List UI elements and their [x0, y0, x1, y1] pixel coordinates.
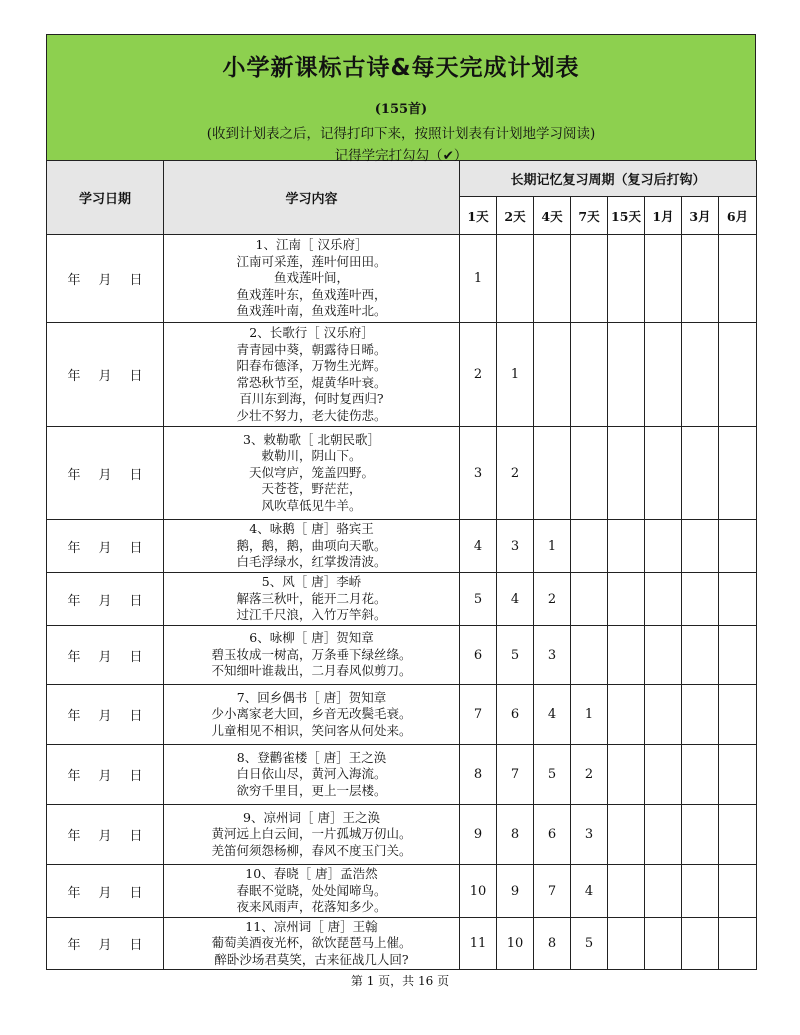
- review-check-cell[interactable]: 10: [460, 865, 497, 918]
- review-check-cell[interactable]: [608, 626, 645, 685]
- date-year-label: 年: [67, 593, 81, 609]
- poem-line: 春眠不觉晓，处处闻啼鸟。: [236, 882, 387, 898]
- review-check-cell[interactable]: 8: [534, 918, 571, 970]
- plan-sheet: [46, 34, 756, 970]
- review-check-cell[interactable]: [645, 745, 682, 805]
- poem-line: 阳春布德泽，万物生光辉。: [236, 358, 387, 373]
- date-cell[interactable]: [47, 323, 164, 427]
- review-check-cell[interactable]: 2: [571, 745, 608, 805]
- table-row: [47, 235, 757, 323]
- header-day: 1月: [645, 197, 682, 235]
- review-check-cell[interactable]: [682, 805, 719, 865]
- date-month-label: 月: [98, 369, 112, 384]
- review-check-cell[interactable]: [719, 235, 757, 323]
- poem-content: [164, 235, 460, 323]
- date-year-label: 年: [67, 467, 81, 483]
- header-review-cycle: 长期记忆复习周期（复习后打钩）: [460, 161, 757, 197]
- date-cell[interactable]: [47, 626, 164, 685]
- poem-line: 江南可采莲，莲叶何田田。: [236, 253, 387, 269]
- date-month-label: 月: [98, 540, 112, 556]
- review-check-cell[interactable]: [645, 520, 682, 573]
- review-check-cell[interactable]: [608, 685, 645, 745]
- date-cell[interactable]: [47, 520, 164, 573]
- review-check-cell[interactable]: 4: [534, 685, 571, 745]
- date-year-label: 年: [67, 829, 81, 844]
- date-day-label: 日: [129, 885, 143, 901]
- poem-line: 天似穹庐，笼盖四野。: [248, 464, 374, 480]
- review-check-cell[interactable]: [645, 805, 682, 865]
- poem-line: 风吹草低见牛羊。: [261, 497, 362, 513]
- date-year-label: 年: [67, 769, 81, 784]
- date-year-label: 年: [67, 885, 81, 901]
- poem-title: 10、春晓［ 唐］孟浩然: [245, 866, 378, 882]
- date-month-label: 月: [98, 938, 112, 953]
- date-day-label: 日: [129, 273, 143, 288]
- review-check-cell[interactable]: [497, 235, 534, 323]
- table-row: [47, 805, 757, 865]
- review-check-cell[interactable]: 1: [534, 520, 571, 573]
- review-check-cell[interactable]: 2: [534, 573, 571, 626]
- date-year-label: 年: [67, 938, 81, 953]
- review-check-cell[interactable]: [682, 573, 719, 626]
- header-day: 7天: [571, 197, 608, 235]
- review-check-cell[interactable]: [608, 520, 645, 573]
- poem-line: 青青园中葵，朝露待日晞。: [236, 341, 387, 357]
- review-check-cell[interactable]: 3: [497, 520, 534, 573]
- table-row: [47, 626, 757, 685]
- review-check-cell[interactable]: 5: [460, 573, 497, 626]
- review-check-cell[interactable]: [719, 323, 757, 427]
- header-day: 1天: [460, 197, 497, 235]
- review-check-cell[interactable]: 5: [571, 918, 608, 970]
- poem-line: 过江千尺浪，入竹万竿斜。: [236, 607, 387, 623]
- poem-content: [164, 918, 460, 970]
- poem-content: [164, 427, 460, 520]
- review-check-cell[interactable]: [682, 745, 719, 805]
- date-cell[interactable]: [47, 427, 164, 520]
- review-check-cell[interactable]: 10: [497, 918, 534, 970]
- review-check-cell[interactable]: 6: [534, 805, 571, 865]
- review-check-cell[interactable]: 11: [460, 918, 497, 970]
- date-cell[interactable]: [47, 573, 164, 626]
- review-check-cell[interactable]: [608, 745, 645, 805]
- review-check-cell[interactable]: [608, 573, 645, 626]
- poem-line: 白毛浮绿水，红掌拨清波。: [236, 554, 387, 570]
- poem-line: 黄河远上白云间，一片孤城万仞山。: [211, 826, 412, 842]
- date-month-label: 月: [98, 273, 112, 288]
- poem-line: 鹅，鹅，鹅，曲项向天歌。: [236, 537, 387, 553]
- review-check-cell[interactable]: 6: [460, 626, 497, 685]
- review-check-cell[interactable]: [682, 685, 719, 745]
- date-day-label: 日: [129, 467, 143, 483]
- check-note-text: 记得学完打勾勾（: [334, 148, 443, 164]
- review-check-cell[interactable]: 2: [460, 323, 497, 427]
- poem-content: [164, 626, 460, 685]
- review-check-cell[interactable]: [719, 626, 757, 685]
- review-check-cell[interactable]: [682, 626, 719, 685]
- poem-content: [164, 865, 460, 918]
- header-day: 3月: [682, 197, 719, 235]
- review-check-cell[interactable]: [645, 918, 682, 970]
- review-check-cell[interactable]: 1: [571, 685, 608, 745]
- poem-content: [164, 520, 460, 573]
- poem-line: 天苍苍，野茫茫，: [261, 481, 362, 497]
- review-check-cell[interactable]: 5: [534, 745, 571, 805]
- review-check-cell[interactable]: [719, 685, 757, 745]
- review-check-cell[interactable]: 9: [497, 865, 534, 918]
- poem-line: 少小离家老大回，乡音无改鬓毛衰。: [211, 706, 412, 722]
- review-check-cell[interactable]: [608, 235, 645, 323]
- poem-content: [164, 745, 460, 805]
- header-day: 6月: [719, 197, 757, 235]
- review-check-cell[interactable]: [719, 520, 757, 573]
- date-day-label: 日: [129, 769, 143, 784]
- review-check-cell[interactable]: [608, 323, 645, 427]
- review-check-cell[interactable]: [571, 235, 608, 323]
- review-check-cell[interactable]: [534, 427, 571, 520]
- poem-title: 9、凉州词［ 唐］王之涣: [243, 809, 380, 825]
- review-check-cell[interactable]: 7: [534, 865, 571, 918]
- review-check-cell[interactable]: 3: [460, 427, 497, 520]
- poem-line: 碧玉妆成一树高，万条垂下绿丝绦。: [211, 646, 412, 662]
- header-day: 15天: [608, 197, 645, 235]
- date-year-label: 年: [67, 540, 81, 556]
- date-month-label: 月: [98, 593, 112, 609]
- header-banner: [46, 34, 756, 164]
- date-month-label: 月: [98, 649, 112, 665]
- date-day-label: 日: [129, 369, 143, 384]
- review-check-cell[interactable]: [682, 427, 719, 520]
- page-footer: 第 1 页，共 16 页: [350, 974, 450, 988]
- review-check-cell[interactable]: [534, 235, 571, 323]
- date-day-label: 日: [129, 829, 143, 844]
- review-check-cell[interactable]: 5: [497, 626, 534, 685]
- review-check-cell[interactable]: [682, 323, 719, 427]
- page-title: 小学新课标古诗&每天完成计划表: [222, 55, 580, 81]
- poem-content: [164, 685, 460, 745]
- review-check-cell[interactable]: [682, 520, 719, 573]
- poem-title: 3、敕勒歌［ 北朝民歌］: [243, 431, 380, 447]
- poem-line: 葡萄美酒夜光杯，欲饮琵琶马上催。: [211, 935, 412, 951]
- date-day-label: 日: [129, 649, 143, 665]
- date-cell[interactable]: [47, 918, 164, 970]
- date-cell[interactable]: [47, 865, 164, 918]
- review-check-cell[interactable]: 3: [534, 626, 571, 685]
- poem-title: 8、登鹳雀楼［ 唐］王之涣: [236, 749, 387, 765]
- date-month-label: 月: [98, 709, 112, 724]
- review-check-cell[interactable]: [571, 520, 608, 573]
- table-row: [47, 685, 757, 745]
- date-year-label: 年: [67, 369, 81, 384]
- date-day-label: 日: [129, 540, 143, 556]
- review-check-cell[interactable]: 7: [460, 685, 497, 745]
- poem-content: [164, 323, 460, 427]
- poem-line: 敕勒川，阴山下。: [261, 448, 362, 464]
- table-row: [47, 323, 757, 427]
- poem-content: [164, 805, 460, 865]
- review-check-cell[interactable]: 4: [571, 865, 608, 918]
- review-check-cell[interactable]: [719, 427, 757, 520]
- review-check-cell[interactable]: 3: [571, 805, 608, 865]
- date-day-label: 日: [129, 938, 143, 953]
- review-check-cell[interactable]: 8: [460, 745, 497, 805]
- review-check-cell[interactable]: [645, 685, 682, 745]
- poem-title: 5、风［ 唐］李峤: [261, 574, 362, 590]
- table-row: [47, 745, 757, 805]
- date-year-label: 年: [67, 273, 81, 288]
- review-check-cell[interactable]: 6: [497, 685, 534, 745]
- poem-line: 鱼戏莲叶东，鱼戏莲叶西，: [236, 286, 387, 302]
- review-check-cell[interactable]: [608, 805, 645, 865]
- table-row: [47, 427, 757, 520]
- review-check-cell[interactable]: 8: [497, 805, 534, 865]
- poem-line: 常恐秋节至，焜黄华叶衰。: [236, 374, 387, 390]
- poem-line: 夜来风雨声，花落知多少。: [236, 899, 387, 915]
- poem-line: 不知细叶谁裁出，二月春风似剪刀。: [211, 663, 412, 679]
- review-check-cell[interactable]: [645, 573, 682, 626]
- review-check-cell[interactable]: 2: [497, 427, 534, 520]
- review-check-cell[interactable]: [571, 427, 608, 520]
- poem-title: 7、回乡偶书［ 唐］贺知章: [236, 689, 387, 705]
- poem-line: 醉卧沙场君莫笑，古来征战几人回?: [214, 951, 409, 967]
- review-check-cell[interactable]: [682, 235, 719, 323]
- poem-line: 鱼戏莲叶南，鱼戏莲叶北。: [236, 303, 387, 319]
- review-check-cell[interactable]: [645, 323, 682, 427]
- poem-title: 2、长歌行［ 汉乐府］: [249, 325, 374, 340]
- review-check-cell[interactable]: [534, 323, 571, 427]
- check-note-close: ）: [453, 148, 468, 164]
- poem-line: 鱼戏莲叶间，: [273, 270, 349, 286]
- review-check-cell[interactable]: [571, 323, 608, 427]
- date-month-label: 月: [98, 885, 112, 901]
- poem-line: 羌笛何须怨杨柳，春风不度玉门关。: [211, 842, 412, 858]
- review-check-cell[interactable]: 7: [497, 745, 534, 805]
- table-row: [47, 918, 757, 970]
- poem-line: 百川东到海，何时复西归?: [239, 391, 384, 406]
- review-check-cell[interactable]: [719, 805, 757, 865]
- review-check-cell[interactable]: 4: [497, 573, 534, 626]
- poem-title: 11、凉州词［ 唐］王翰: [245, 918, 378, 934]
- review-check-cell[interactable]: [645, 626, 682, 685]
- review-check-cell[interactable]: [682, 918, 719, 970]
- poem-line: 儿童相见不相识，笑问客从何处来。: [211, 722, 412, 738]
- review-check-cell[interactable]: [719, 865, 757, 918]
- plan-table: [46, 160, 757, 970]
- poem-title: 6、咏柳［ 唐］贺知章: [249, 630, 374, 646]
- review-check-cell[interactable]: [608, 918, 645, 970]
- date-cell[interactable]: [47, 235, 164, 323]
- header-date: 学习日期: [47, 161, 164, 235]
- date-year-label: 年: [67, 649, 81, 665]
- date-year-label: 年: [67, 709, 81, 724]
- review-check-cell[interactable]: [571, 626, 608, 685]
- poem-title: 4、咏鹅［ 唐］骆宾王: [249, 521, 374, 537]
- header-day: 2天: [497, 197, 534, 235]
- date-month-label: 月: [98, 829, 112, 844]
- review-check-cell[interactable]: [645, 427, 682, 520]
- review-check-cell[interactable]: [682, 865, 719, 918]
- table-row: [47, 865, 757, 918]
- review-check-cell[interactable]: [719, 573, 757, 626]
- review-check-cell[interactable]: [719, 745, 757, 805]
- review-check-cell[interactable]: 9: [460, 805, 497, 865]
- date-cell[interactable]: [47, 745, 164, 805]
- poem-line: 欲穷千里目，更上一层楼。: [236, 782, 387, 798]
- review-check-cell[interactable]: [608, 427, 645, 520]
- header-day: 4天: [534, 197, 571, 235]
- review-check-cell[interactable]: [645, 235, 682, 323]
- review-check-cell[interactable]: 1: [497, 323, 534, 427]
- poem-line: 少壮不努力，老大徒伤悲。: [236, 407, 387, 423]
- poem-content: [164, 573, 460, 626]
- review-check-cell[interactable]: 1: [460, 235, 497, 323]
- check-mark-icon: ✔: [442, 148, 454, 164]
- review-check-cell[interactable]: [645, 865, 682, 918]
- date-day-label: 日: [129, 593, 143, 609]
- poem-line: 白日依山尽，黄河入海流。: [236, 766, 387, 782]
- print-note: (收到计划表之后，记得打印下来，按照计划表有计划地学习阅读): [206, 126, 596, 142]
- date-month-label: 月: [98, 467, 112, 483]
- review-check-cell[interactable]: 4: [460, 520, 497, 573]
- date-day-label: 日: [129, 709, 143, 724]
- date-cell[interactable]: [47, 805, 164, 865]
- poem-title: 1、江南［ 汉乐府］: [255, 237, 368, 253]
- date-cell[interactable]: [47, 685, 164, 745]
- review-check-cell[interactable]: [571, 573, 608, 626]
- date-month-label: 月: [98, 769, 112, 784]
- poem-count: (155首): [374, 102, 428, 117]
- header-content: 学习内容: [164, 161, 460, 235]
- review-check-cell[interactable]: [608, 865, 645, 918]
- poem-line: 解落三秋叶，能开二月花。: [236, 590, 387, 606]
- table-row: [47, 520, 757, 573]
- table-row: [47, 573, 757, 626]
- review-check-cell[interactable]: [719, 918, 757, 970]
